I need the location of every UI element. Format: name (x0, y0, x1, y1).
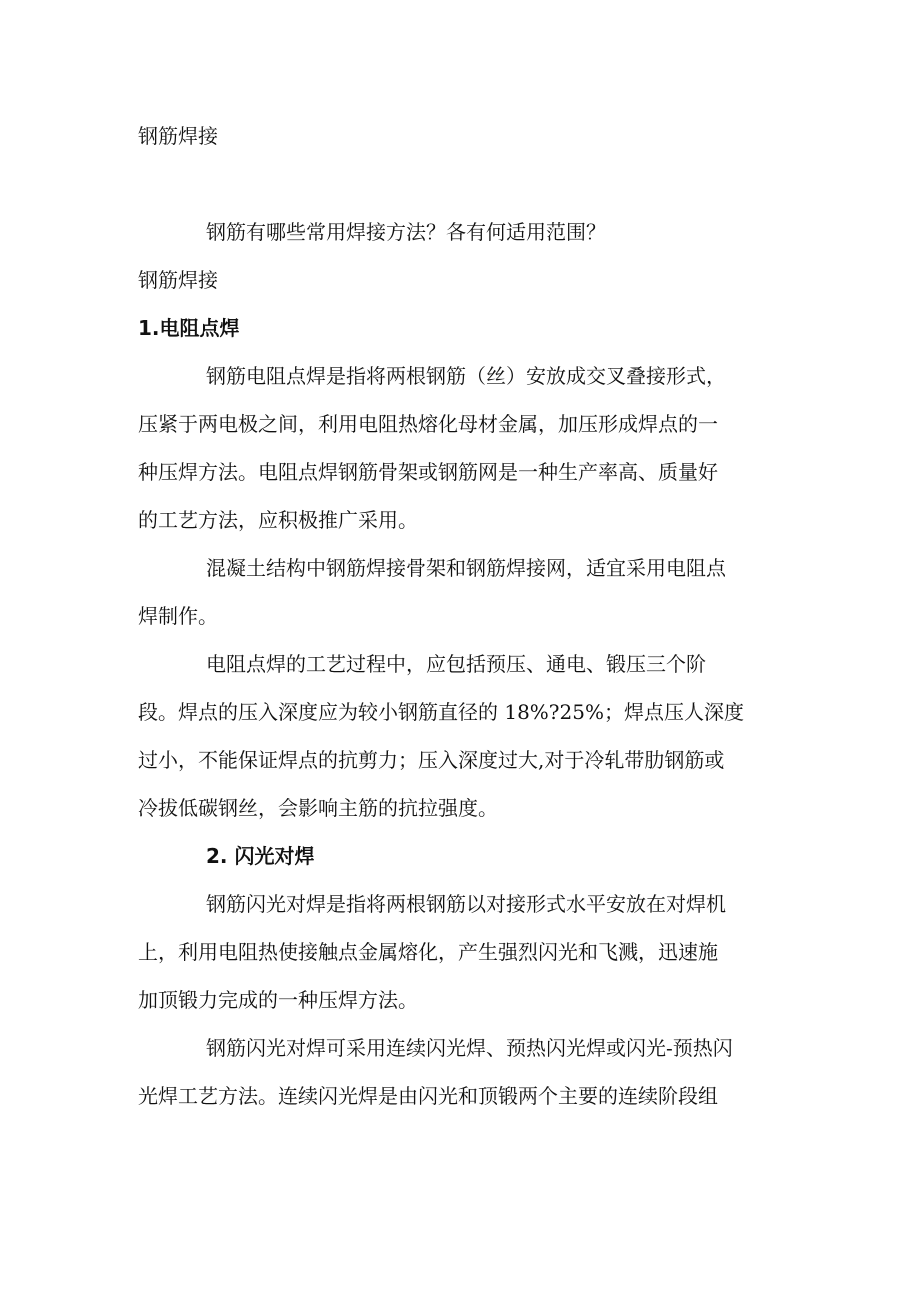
paragraph-line: 混凝土结构中钢筋焊接骨架和钢筋焊接网，适宜采用电阻点 (206, 556, 726, 580)
paragraph-line: 过小，不能保证焊点的抗剪力；压入深度过大,对于冷轧带肋钢筋或 (138, 748, 725, 772)
paragraph-line: 钢筋电阻点焊是指将两根钢筋（丝）安放成交叉叠接形式， (206, 364, 726, 388)
paragraph-line: 电阻点焊的工艺过程中，应包括预压、通电、锻压三个阶 (206, 652, 706, 676)
paragraph-line: 冷拔低碳钢丝，会影响主筋的抗拉强度。 (138, 796, 498, 820)
paragraph-line: 种压焊方法。电阻点焊钢筋骨架或钢筋网是一种生产率高、质量好 (138, 460, 718, 484)
document-title: 钢筋焊接 (138, 124, 218, 148)
section-2-heading: 2. 闪光对焊 (206, 844, 315, 868)
paragraph-line: 压紧于两电极之间，利用电阻热熔化母材金属，加压形成焊点的一 (138, 412, 718, 436)
paragraph-line: 钢筋闪光对焊可采用连续闪光焊、预热闪光焊或闪光-预热闪 (206, 1036, 733, 1060)
paragraph-line: 光焊工艺方法。连续闪光焊是由闪光和顶锻两个主要的连续阶段组 (138, 1084, 718, 1108)
document-subtitle: 钢筋焊接 (138, 268, 218, 292)
paragraph-line: 的工艺方法，应积极推广采用。 (138, 508, 418, 532)
paragraph-line: 加顶锻力完成的一种压焊方法。 (138, 988, 418, 1012)
paragraph-line: 钢筋闪光对焊是指将两根钢筋以对接形式水平安放在对焊机 (206, 892, 726, 916)
paragraph-line: 段。焊点的压入深度应为较小钢筋直径的 18%?25%；焊点压人深度 (138, 700, 744, 724)
paragraph-line: 上，利用电阻热使接触点金属熔化，产生强烈闪光和飞溅，迅速施 (138, 940, 718, 964)
section-1-heading: 1.电阻点焊 (138, 316, 240, 340)
question-line: 钢筋有哪些常用焊接方法？各有何适用范围？ (206, 220, 606, 244)
paragraph-line: 焊制作。 (138, 604, 218, 628)
